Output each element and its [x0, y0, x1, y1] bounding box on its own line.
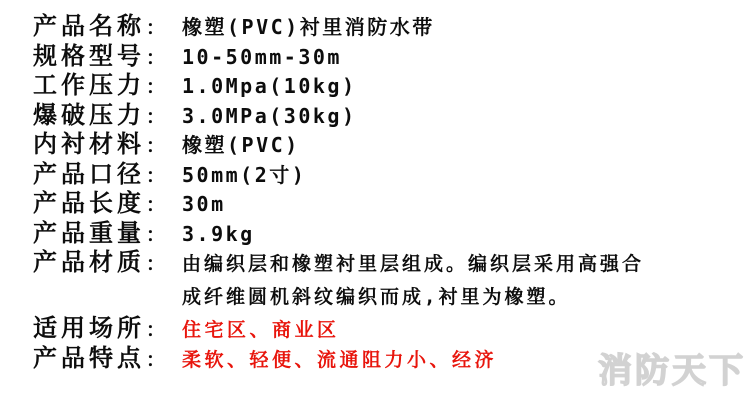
spec-label-text: 规格型号 [33, 41, 145, 70]
spec-value: 3.0MPa(30kg) [182, 103, 357, 128]
spec-label-text: 产品材质 [33, 248, 145, 276]
spec-row [33, 71, 739, 101]
spec-row [33, 42, 739, 72]
spec-row [33, 248, 739, 314]
spec-label-text: 产品重量 [33, 218, 145, 247]
spec-value: 1.0Mpa(10kg) [182, 74, 357, 98]
spec-label [33, 248, 182, 280]
spec-label [33, 12, 182, 44]
spec-label-text: 爆破压力 [33, 100, 145, 129]
spec-value: 橡塑(PVC)衬里消防水带 [182, 15, 435, 39]
spec-label [33, 42, 182, 74]
spec-value: 住宅区、商业区 [182, 319, 340, 341]
spec-label-colon: ： [146, 105, 166, 128]
spec-label [33, 219, 182, 251]
spec-label-colon: ： [146, 348, 166, 371]
spec-label-colon: ： [146, 46, 166, 69]
spec-value: 30m [182, 192, 226, 216]
spec-label [33, 130, 182, 162]
spec-value: 10-50mm-30m [182, 44, 342, 69]
spec-label [33, 71, 182, 103]
spec-row [33, 160, 739, 190]
spec-label-text: 工作压力 [33, 71, 145, 99]
spec-label-colon: ： [146, 164, 166, 187]
spec-row [33, 314, 739, 344]
spec-label-colon: ： [146, 194, 166, 216]
spec-label-text: 适用场所 [33, 314, 145, 342]
spec-label-colon: ： [146, 223, 166, 246]
spec-label-text: 产品长度 [33, 189, 145, 217]
spec-label-text: 产品特点 [33, 343, 145, 372]
spec-label [33, 344, 182, 376]
spec-label-colon: ： [146, 76, 166, 98]
spec-row [33, 101, 739, 131]
spec-label [33, 314, 182, 346]
watermark-text: 消防天下 [598, 351, 746, 391]
spec-label-text: 产品名称 [33, 12, 145, 40]
spec-label-colon: ： [146, 319, 166, 341]
spec-label-colon: ： [146, 135, 166, 157]
spec-label-text: 产品口径 [33, 159, 145, 188]
spec-row [33, 189, 739, 219]
spec-list [33, 12, 739, 373]
spec-row [33, 219, 739, 249]
spec-label-colon: ： [146, 17, 166, 39]
spec-value: 橡塑(PVC) [182, 133, 300, 157]
spec-label-text: 内衬材料 [33, 130, 145, 158]
spec-value: 3.9kg [182, 221, 255, 246]
spec-label [33, 189, 182, 221]
spec-value: 50mm(2寸) [182, 162, 307, 187]
spec-label-colon: ： [146, 253, 166, 275]
spec-row [33, 130, 739, 160]
spec-value: 柔软、轻便、流通阻力小、经济 [182, 348, 498, 371]
spec-label [33, 160, 182, 192]
spec-value: 由编织层和橡塑衬里层组成。编织层采用高强合成纤维圆机斜纹编织而成,衬里为橡塑。 [182, 253, 645, 308]
spec-label [33, 101, 182, 133]
spec-row [33, 12, 739, 42]
